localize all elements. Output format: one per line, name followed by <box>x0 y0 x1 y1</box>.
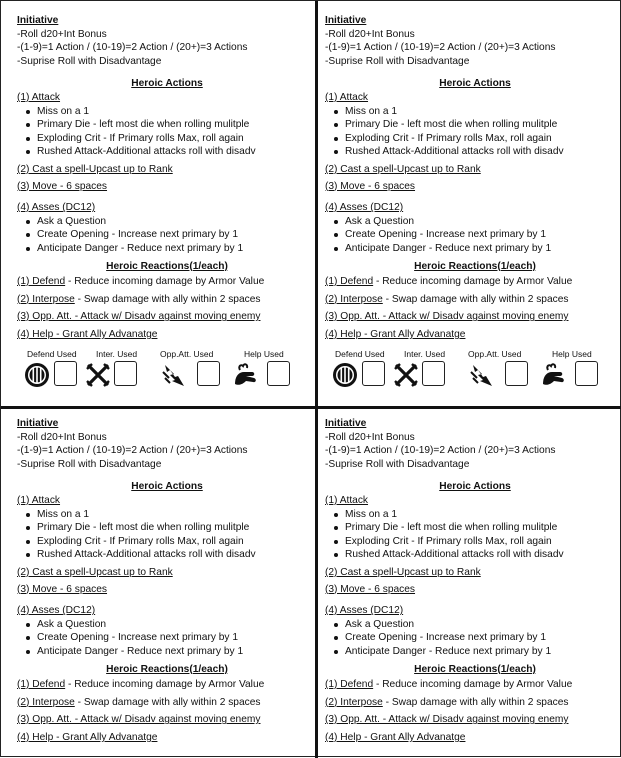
asses-list <box>17 618 317 659</box>
list-item: Anticipate Danger - Reduce next primary by 1 <box>345 242 621 256</box>
inter-used-checkbox[interactable] <box>114 361 137 386</box>
reaction-help: (4) Help - Grant Ally Advanatge <box>325 328 466 340</box>
reaction-defend <box>17 678 317 692</box>
list-item: Create Opening - Increase next primary by 1 <box>345 228 621 242</box>
list-item: Exploding Crit - If Primary rolls Max, roll again <box>37 132 317 146</box>
help-used-label: Help Used <box>244 349 284 360</box>
initiative-title: Initiative <box>17 15 59 26</box>
help-used-checkbox[interactable] <box>267 361 290 386</box>
reactions-list <box>17 678 317 744</box>
reaction-interpose <box>17 696 317 710</box>
initiative-line: -Suprise Roll with Disadvantage <box>325 458 470 470</box>
list-item: Primary Die - left most die when rolling mulitple <box>37 118 317 132</box>
reaction-opp: (3) Opp. Att. - Attack w/ Disadv against moving enemy <box>325 714 569 726</box>
reaction-opp: (3) Opp. Att. - Attack w/ Disadv against moving enemy <box>17 311 261 323</box>
initiative-line: -Suprise Roll with Disadvantage <box>17 458 162 470</box>
interpose-text: - Swap damage with ally within 2 spaces <box>74 293 261 305</box>
heroic-reactions-title: Heroic Reactions(1/each) <box>414 260 536 272</box>
list-item: Exploding Crit - If Primary rolls Max, roll again <box>345 132 621 146</box>
list-item: Anticipate Danger - Reduce next primary by 1 <box>345 645 621 659</box>
helping-hand-icon <box>540 362 566 388</box>
defend-label: (1) Defend <box>325 679 374 691</box>
defend-used-label: Defend Used <box>27 349 77 360</box>
reactions-list <box>17 275 317 341</box>
list-item: Rushed Attack-Additional attacks roll with disadv <box>37 548 317 562</box>
reaction-defend <box>17 275 317 289</box>
initiative-line: -(1-9)=1 Action / (10-19)=2 Action / (20+)=3 Actions <box>17 445 248 457</box>
list-item: Ask a Question <box>345 618 621 632</box>
asses-label: (4) Asses (DC12) <box>17 202 96 214</box>
card-bottom-left <box>17 417 317 744</box>
list-item: Rushed Attack-Additional attacks roll with disadv <box>345 548 621 562</box>
reaction-interpose <box>17 293 317 307</box>
interpose-label: (2) Interpose <box>325 696 383 708</box>
attack-label: (1) Attack <box>325 91 369 103</box>
list-item: Create Opening - Increase next primary by 1 <box>345 631 621 645</box>
reactions-list <box>325 678 621 744</box>
list-item: Ask a Question <box>37 618 317 632</box>
reaction-interpose <box>325 293 621 307</box>
asses-label: (4) Asses (DC12) <box>17 605 96 617</box>
move-label: (3) Move - 6 spaces <box>17 180 108 192</box>
reaction-interpose <box>325 696 621 710</box>
attack-list <box>325 508 621 562</box>
opp-used-label: Opp.Att. Used <box>468 349 522 360</box>
interpose-text: - Swap damage with ally within 2 spaces <box>74 696 261 708</box>
defend-text: - Reduce incoming damage by Armor Value <box>65 276 265 288</box>
defend-text: - Reduce incoming damage by Armor Value <box>373 276 573 288</box>
defend-used-checkbox[interactable] <box>54 361 77 386</box>
initiative-title: Initiative <box>17 418 59 429</box>
interpose-label: (2) Interpose <box>17 696 75 708</box>
horizontal-divider <box>1 406 621 409</box>
attack-list <box>325 105 621 159</box>
initiative-line: -(1-9)=1 Action / (10-19)=2 Action / (20+)=3 Actions <box>325 42 556 54</box>
helping-hand-icon <box>232 362 258 388</box>
crossed-swords-icon <box>393 362 419 388</box>
list-item: Primary Die - left most die when rolling mulitple <box>345 521 621 535</box>
defend-text: - Reduce incoming damage by Armor Value <box>373 679 573 691</box>
initiative-line: -Roll d20+Int Bonus <box>17 431 107 443</box>
reaction-tracker <box>17 348 317 398</box>
list-item: Anticipate Danger - Reduce next primary by 1 <box>37 645 317 659</box>
attack-label: (1) Attack <box>325 494 369 506</box>
help-used-checkbox[interactable] <box>575 361 598 386</box>
list-item: Rushed Attack-Additional attacks roll with disadv <box>37 145 317 159</box>
list-item: Exploding Crit - If Primary rolls Max, roll again <box>345 535 621 549</box>
help-used-label: Help Used <box>552 349 592 360</box>
reaction-help: (4) Help - Grant Ally Advanatge <box>17 731 158 743</box>
asses-list <box>325 618 621 659</box>
list-item: Miss on a 1 <box>345 508 621 522</box>
list-item: Exploding Crit - If Primary rolls Max, roll again <box>37 535 317 549</box>
initiative-title: Initiative <box>325 418 367 429</box>
list-item: Miss on a 1 <box>37 508 317 522</box>
reaction-defend <box>325 275 621 289</box>
asses-list <box>325 215 621 256</box>
move-label: (3) Move - 6 spaces <box>325 583 416 595</box>
shield-icon <box>24 362 50 388</box>
opportunity-arrow-icon <box>469 362 495 388</box>
inter-used-label: Inter. Used <box>404 349 446 360</box>
asses-label: (4) Asses (DC12) <box>325 202 404 214</box>
list-item: Ask a Question <box>345 215 621 229</box>
card-top-left <box>17 14 317 398</box>
reaction-opp: (3) Opp. Att. - Attack w/ Disadv against moving enemy <box>325 311 569 323</box>
opp-used-label: Opp.Att. Used <box>160 349 214 360</box>
interpose-label: (2) Interpose <box>325 293 383 305</box>
initiative-line: -Suprise Roll with Disadvantage <box>325 55 470 67</box>
attack-list <box>17 105 317 159</box>
move-label: (3) Move - 6 spaces <box>17 583 108 595</box>
reactions-list <box>325 275 621 341</box>
defend-label: (1) Defend <box>17 679 66 691</box>
heroic-reactions-title: Heroic Reactions(1/each) <box>106 260 228 272</box>
opp-used-checkbox[interactable] <box>505 361 528 386</box>
reaction-opp: (3) Opp. Att. - Attack w/ Disadv against moving enemy <box>17 714 261 726</box>
heroic-actions-title: Heroic Actions <box>439 78 511 90</box>
defend-text: - Reduce incoming damage by Armor Value <box>65 679 265 691</box>
asses-list <box>17 215 317 256</box>
list-item: Create Opening - Increase next primary by 1 <box>37 631 317 645</box>
interpose-text: - Swap damage with ally within 2 spaces <box>382 293 569 305</box>
initiative-line: -Roll d20+Int Bonus <box>325 431 415 443</box>
heroic-actions-title: Heroic Actions <box>131 481 203 493</box>
inter-used-checkbox[interactable] <box>422 361 445 386</box>
list-item: Rushed Attack-Additional attacks roll with disadv <box>345 145 621 159</box>
inter-used-label: Inter. Used <box>96 349 138 360</box>
reaction-help: (4) Help - Grant Ally Advanatge <box>17 328 158 340</box>
defend-used-checkbox[interactable] <box>362 361 385 386</box>
heroic-actions-title: Heroic Actions <box>131 78 203 90</box>
spell-label: (2) Cast a spell-Upcast up to Rank <box>325 566 481 578</box>
defend-label: (1) Defend <box>325 276 374 288</box>
reaction-defend <box>325 678 621 692</box>
initiative-line: -Roll d20+Int Bonus <box>17 28 107 40</box>
list-item: Ask a Question <box>37 215 317 229</box>
spell-label: (2) Cast a spell-Upcast up to Rank <box>17 566 173 578</box>
interpose-label: (2) Interpose <box>17 293 75 305</box>
heroic-actions-title: Heroic Actions <box>439 481 511 493</box>
initiative-line: -(1-9)=1 Action / (10-19)=2 Action / (20+)=3 Actions <box>17 42 248 54</box>
asses-label: (4) Asses (DC12) <box>325 605 404 617</box>
list-item: Miss on a 1 <box>37 105 317 119</box>
spell-label: (2) Cast a spell-Upcast up to Rank <box>17 163 173 175</box>
defend-label: (1) Defend <box>17 276 66 288</box>
list-item: Anticipate Danger - Reduce next primary by 1 <box>37 242 317 256</box>
initiative-title: Initiative <box>325 15 367 26</box>
defend-used-label: Defend Used <box>335 349 385 360</box>
attack-list <box>17 508 317 562</box>
heroic-reactions-title: Heroic Reactions(1/each) <box>414 663 536 675</box>
shield-icon <box>332 362 358 388</box>
initiative-line: -Roll d20+Int Bonus <box>325 28 415 40</box>
spell-label: (2) Cast a spell-Upcast up to Rank <box>325 163 481 175</box>
list-item: Miss on a 1 <box>345 105 621 119</box>
heroic-reactions-title: Heroic Reactions(1/each) <box>106 663 228 675</box>
crossed-swords-icon <box>85 362 111 388</box>
attack-label: (1) Attack <box>17 494 61 506</box>
list-item: Primary Die - left most die when rolling mulitple <box>37 521 317 535</box>
initiative-line: -(1-9)=1 Action / (10-19)=2 Action / (20+)=3 Actions <box>325 445 556 457</box>
opportunity-arrow-icon <box>161 362 187 388</box>
move-label: (3) Move - 6 spaces <box>325 180 416 192</box>
card-bottom-right <box>325 417 621 744</box>
interpose-text: - Swap damage with ally within 2 spaces <box>382 696 569 708</box>
card-top-right <box>325 14 621 398</box>
reaction-help: (4) Help - Grant Ally Advanatge <box>325 731 466 743</box>
list-item: Primary Die - left most die when rolling mulitple <box>345 118 621 132</box>
reaction-tracker <box>325 348 621 398</box>
list-item: Create Opening - Increase next primary by 1 <box>37 228 317 242</box>
attack-label: (1) Attack <box>17 91 61 103</box>
initiative-line: -Suprise Roll with Disadvantage <box>17 55 162 67</box>
opp-used-checkbox[interactable] <box>197 361 220 386</box>
